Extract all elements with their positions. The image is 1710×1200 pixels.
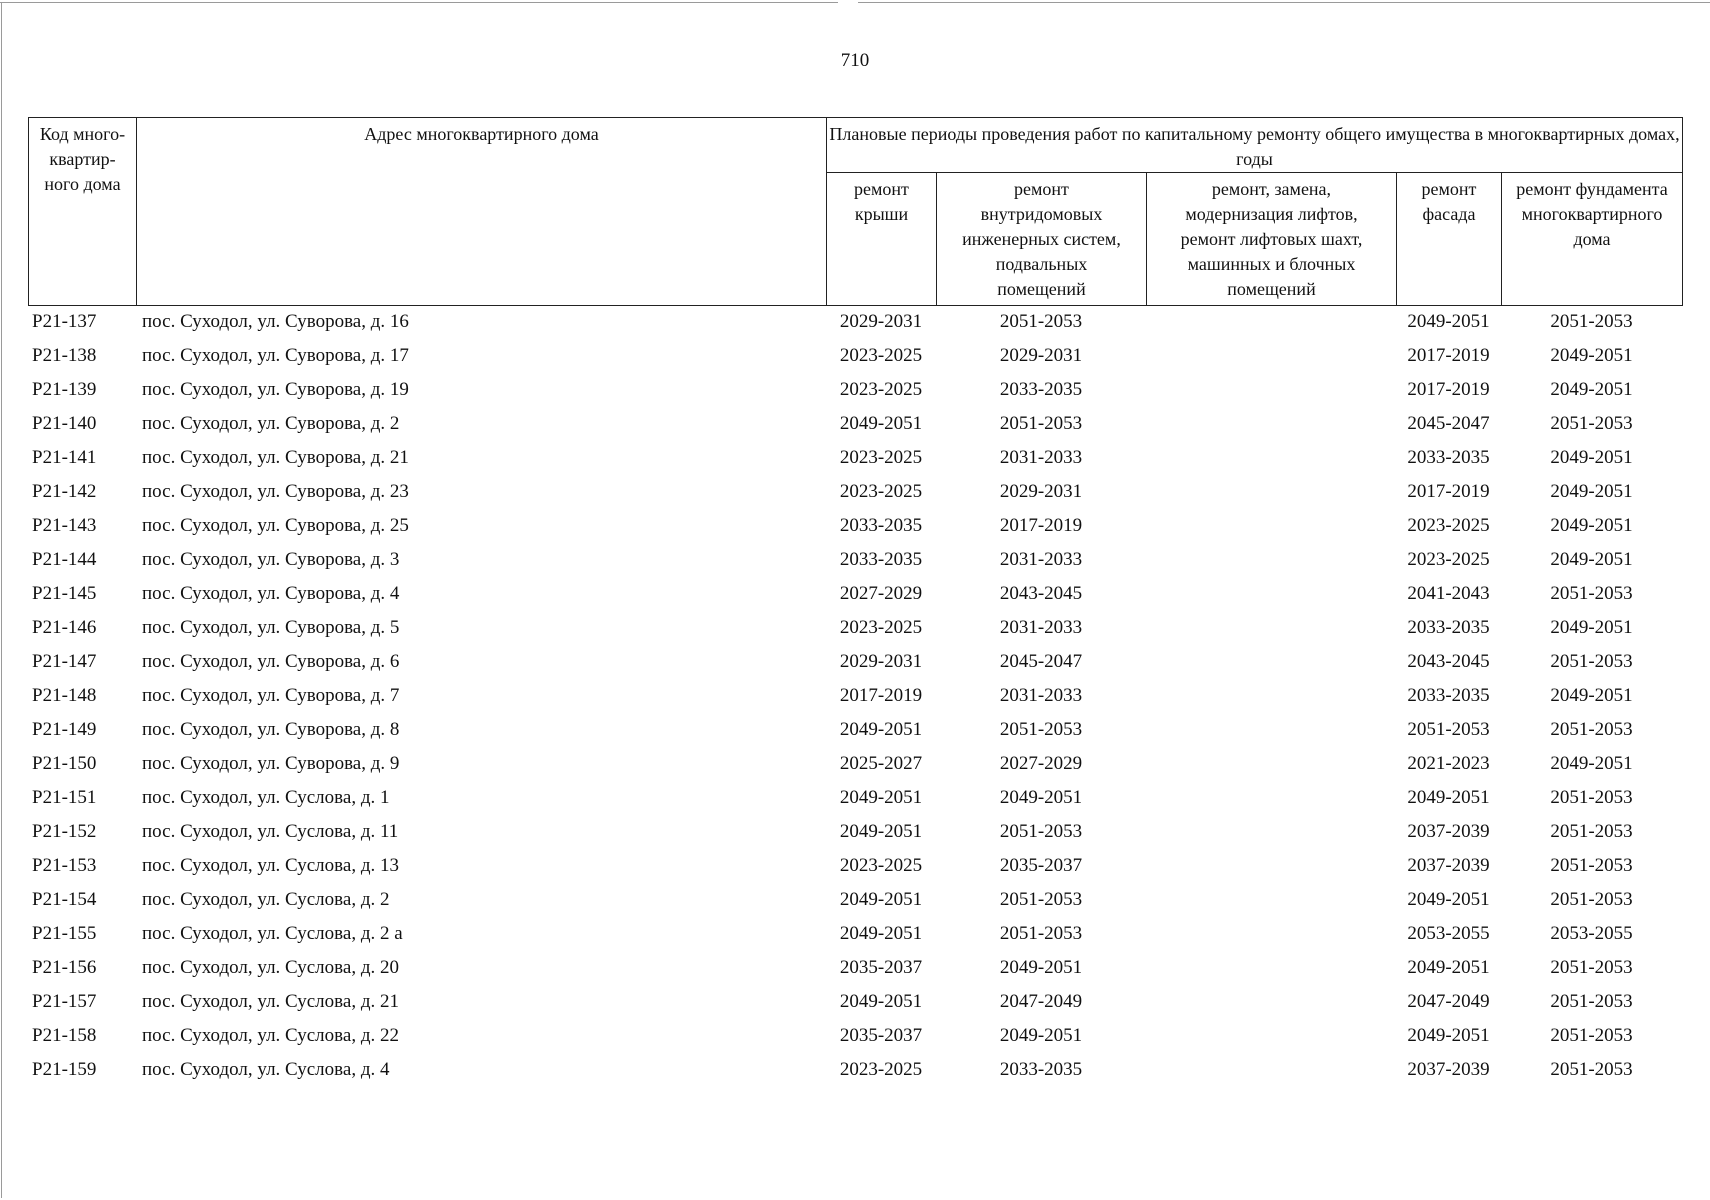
table-row bbox=[28, 985, 1682, 1019]
cell-address: пос. Суходол, ул. Суслова, д. 1 bbox=[142, 787, 390, 808]
cell-address: пос. Суходол, ул. Суслова, д. 11 bbox=[142, 821, 399, 842]
table-row bbox=[28, 747, 1682, 781]
cell-engineering: 2049-2051 bbox=[999, 787, 1083, 808]
cell-foundation: 2051-2053 bbox=[1550, 311, 1633, 332]
cell-roof: 2023-2025 bbox=[839, 379, 923, 400]
cell-engineering: 2029-2031 bbox=[999, 481, 1083, 502]
cell-facade: 2017-2019 bbox=[1407, 481, 1490, 502]
cell-elevators bbox=[1146, 407, 1396, 441]
cell-code: Р21-159 bbox=[32, 1059, 97, 1080]
cell-facade: 2033-2035 bbox=[1407, 685, 1490, 706]
cell-address: пос. Суходол, ул. Суслова, д. 4 bbox=[142, 1059, 390, 1080]
cell-code: Р21-142 bbox=[32, 481, 97, 502]
cell-foundation: 2049-2051 bbox=[1550, 345, 1633, 366]
cell-roof: 2017-2019 bbox=[839, 685, 923, 706]
cell-facade: 2047-2049 bbox=[1407, 991, 1490, 1012]
cell-code: Р21-154 bbox=[32, 889, 97, 910]
table-row bbox=[28, 713, 1682, 747]
header-foundation: ремонт фундамента многоквартирного дома bbox=[1502, 173, 1683, 306]
cell-facade: 2041-2043 bbox=[1407, 583, 1490, 604]
cell-address: пос. Суходол, ул. Суворова, д. 23 bbox=[142, 481, 409, 502]
cell-roof: 2023-2025 bbox=[839, 855, 923, 876]
cell-engineering: 2031-2033 bbox=[999, 685, 1083, 706]
cell-engineering: 2031-2033 bbox=[999, 549, 1083, 570]
cell-facade: 2049-2051 bbox=[1407, 957, 1490, 978]
cell-engineering: 2043-2045 bbox=[999, 583, 1083, 604]
cell-foundation: 2051-2053 bbox=[1550, 719, 1633, 740]
cell-engineering: 2051-2053 bbox=[999, 889, 1083, 910]
cell-elevators bbox=[1146, 305, 1396, 339]
cell-code: Р21-138 bbox=[32, 345, 97, 366]
cell-roof: 2049-2051 bbox=[839, 719, 923, 740]
cell-code: Р21-137 bbox=[32, 311, 97, 332]
cell-code: Р21-151 bbox=[32, 787, 97, 808]
cell-elevators bbox=[1146, 373, 1396, 407]
cell-roof: 2035-2037 bbox=[839, 957, 923, 978]
cell-facade: 2037-2039 bbox=[1407, 821, 1490, 842]
cell-facade: 2053-2055 bbox=[1407, 923, 1490, 944]
cell-elevators bbox=[1146, 543, 1396, 577]
cell-facade: 2023-2025 bbox=[1407, 549, 1490, 570]
cell-code: Р21-145 bbox=[32, 583, 97, 604]
cell-engineering: 2031-2033 bbox=[999, 447, 1083, 468]
cell-roof: 2023-2025 bbox=[839, 345, 923, 366]
cell-foundation: 2051-2053 bbox=[1550, 787, 1633, 808]
cell-address: пос. Суходол, ул. Суслова, д. 2 bbox=[142, 889, 390, 910]
cell-foundation: 2049-2051 bbox=[1550, 617, 1633, 638]
page-number: 710 bbox=[840, 50, 870, 71]
cell-foundation: 2051-2053 bbox=[1550, 413, 1633, 434]
table-row bbox=[28, 373, 1682, 407]
cell-elevators bbox=[1146, 645, 1396, 679]
cell-code: Р21-158 bbox=[32, 1025, 97, 1046]
cell-engineering: 2029-2031 bbox=[999, 345, 1083, 366]
cell-elevators bbox=[1146, 1019, 1396, 1053]
table-row bbox=[28, 441, 1682, 475]
cell-facade: 2017-2019 bbox=[1407, 379, 1490, 400]
cell-facade: 2021-2023 bbox=[1407, 753, 1490, 774]
cell-roof: 2025-2027 bbox=[839, 753, 923, 774]
scan-edge-top-right bbox=[858, 2, 1710, 3]
cell-address: пос. Суходол, ул. Суслова, д. 22 bbox=[142, 1025, 399, 1046]
cell-address: пос. Суходол, ул. Суворова, д. 25 bbox=[142, 515, 409, 536]
cell-address: пос. Суходол, ул. Суворова, д. 3 bbox=[142, 549, 400, 570]
scan-edge-top-left bbox=[0, 2, 838, 3]
cell-code: Р21-147 bbox=[32, 651, 97, 672]
cell-foundation: 2049-2051 bbox=[1550, 515, 1633, 536]
table-row bbox=[28, 679, 1682, 713]
header-facade: ремонт фасада bbox=[1397, 173, 1502, 306]
cell-code: Р21-155 bbox=[32, 923, 97, 944]
cell-elevators bbox=[1146, 339, 1396, 373]
cell-elevators bbox=[1146, 849, 1396, 883]
cell-address: пос. Суходол, ул. Суворова, д. 4 bbox=[142, 583, 400, 604]
cell-roof: 2033-2035 bbox=[839, 549, 923, 570]
cell-address: пос. Суходол, ул. Суворова, д. 5 bbox=[142, 617, 400, 638]
table-header bbox=[28, 117, 1683, 306]
cell-elevators bbox=[1146, 441, 1396, 475]
cell-engineering: 2051-2053 bbox=[999, 413, 1083, 434]
cell-foundation: 2051-2053 bbox=[1550, 855, 1633, 876]
cell-foundation: 2051-2053 bbox=[1550, 889, 1633, 910]
cell-roof: 2049-2051 bbox=[839, 821, 923, 842]
table-row bbox=[28, 849, 1682, 883]
cell-code: Р21-153 bbox=[32, 855, 97, 876]
cell-engineering: 2047-2049 bbox=[999, 991, 1083, 1012]
cell-foundation: 2053-2055 bbox=[1550, 923, 1633, 944]
cell-elevators bbox=[1146, 781, 1396, 815]
cell-address: пос. Суходол, ул. Суворова, д. 21 bbox=[142, 447, 409, 468]
cell-address: пос. Суходол, ул. Суслова, д. 20 bbox=[142, 957, 399, 978]
cell-foundation: 2051-2053 bbox=[1550, 651, 1633, 672]
cell-roof: 2029-2031 bbox=[839, 311, 923, 332]
cell-engineering: 2033-2035 bbox=[999, 379, 1083, 400]
cell-foundation: 2049-2051 bbox=[1550, 685, 1633, 706]
table-row bbox=[28, 645, 1682, 679]
table-row bbox=[28, 611, 1682, 645]
table-row bbox=[28, 509, 1682, 543]
cell-roof: 2033-2035 bbox=[839, 515, 923, 536]
table-row bbox=[28, 815, 1682, 849]
cell-engineering: 2027-2029 bbox=[999, 753, 1083, 774]
cell-code: Р21-141 bbox=[32, 447, 97, 468]
cell-elevators bbox=[1146, 509, 1396, 543]
cell-roof: 2049-2051 bbox=[839, 923, 923, 944]
header-code: Код много- квартир- ного дома bbox=[29, 118, 137, 306]
cell-address: пос. Суходол, ул. Суворова, д. 17 bbox=[142, 345, 409, 366]
cell-elevators bbox=[1146, 747, 1396, 781]
table-row bbox=[28, 305, 1682, 339]
cell-foundation: 2049-2051 bbox=[1550, 549, 1633, 570]
cell-foundation: 2049-2051 bbox=[1550, 379, 1633, 400]
cell-foundation: 2049-2051 bbox=[1550, 753, 1633, 774]
table-row bbox=[28, 1019, 1682, 1053]
cell-facade: 2037-2039 bbox=[1407, 1059, 1490, 1080]
header-address: Адрес многоквартирного дома bbox=[137, 118, 827, 306]
cell-code: Р21-143 bbox=[32, 515, 97, 536]
cell-code: Р21-157 bbox=[32, 991, 97, 1012]
cell-facade: 2049-2051 bbox=[1407, 311, 1490, 332]
cell-elevators bbox=[1146, 1053, 1396, 1087]
cell-foundation: 2049-2051 bbox=[1550, 447, 1633, 468]
cell-engineering: 2049-2051 bbox=[999, 957, 1083, 978]
cell-elevators bbox=[1146, 475, 1396, 509]
cell-engineering: 2031-2033 bbox=[999, 617, 1083, 638]
cell-roof: 2027-2029 bbox=[839, 583, 923, 604]
cell-facade: 2049-2051 bbox=[1407, 889, 1490, 910]
cell-foundation: 2051-2053 bbox=[1550, 957, 1633, 978]
cell-facade: 2033-2035 bbox=[1407, 447, 1490, 468]
cell-elevators bbox=[1146, 951, 1396, 985]
cell-code: Р21-144 bbox=[32, 549, 97, 570]
cell-code: Р21-140 bbox=[32, 413, 97, 434]
cell-foundation: 2051-2053 bbox=[1550, 1025, 1633, 1046]
cell-address: пос. Суходол, ул. Суворова, д. 19 bbox=[142, 379, 409, 400]
cell-foundation: 2051-2053 bbox=[1550, 583, 1633, 604]
cell-engineering: 2017-2019 bbox=[999, 515, 1083, 536]
cell-foundation: 2049-2051 bbox=[1550, 481, 1633, 502]
cell-engineering: 2051-2053 bbox=[999, 311, 1083, 332]
cell-foundation: 2051-2053 bbox=[1550, 991, 1633, 1012]
table-body bbox=[28, 305, 1682, 1087]
cell-roof: 2023-2025 bbox=[839, 481, 923, 502]
header-engineering: ремонт внутридомовых инженерных систем, подвальных помещений bbox=[937, 173, 1147, 306]
cell-elevators bbox=[1146, 917, 1396, 951]
cell-elevators bbox=[1146, 611, 1396, 645]
cell-address: пос. Суходол, ул. Суворова, д. 2 bbox=[142, 413, 400, 434]
cell-roof: 2049-2051 bbox=[839, 413, 923, 434]
cell-facade: 2037-2039 bbox=[1407, 855, 1490, 876]
cell-facade: 2023-2025 bbox=[1407, 515, 1490, 536]
cell-facade: 2049-2051 bbox=[1407, 787, 1490, 808]
cell-facade: 2049-2051 bbox=[1407, 1025, 1490, 1046]
cell-engineering: 2049-2051 bbox=[999, 1025, 1083, 1046]
cell-code: Р21-152 bbox=[32, 821, 97, 842]
cell-address: пос. Суходол, ул. Суворова, д. 9 bbox=[142, 753, 400, 774]
cell-address: пос. Суходол, ул. Суворова, д. 16 bbox=[142, 311, 409, 332]
cell-engineering: 2035-2037 bbox=[999, 855, 1083, 876]
cell-elevators bbox=[1146, 713, 1396, 747]
cell-facade: 2045-2047 bbox=[1407, 413, 1490, 434]
table-row bbox=[28, 883, 1682, 917]
table-row bbox=[28, 917, 1682, 951]
cell-elevators bbox=[1146, 883, 1396, 917]
cell-code: Р21-150 bbox=[32, 753, 97, 774]
cell-roof: 2035-2037 bbox=[839, 1025, 923, 1046]
table-row bbox=[28, 475, 1682, 509]
cell-address: пос. Суходол, ул. Суворова, д. 7 bbox=[142, 685, 400, 706]
cell-roof: 2023-2025 bbox=[839, 617, 923, 638]
table-row bbox=[28, 339, 1682, 373]
cell-engineering: 2051-2053 bbox=[999, 821, 1083, 842]
cell-facade: 2051-2053 bbox=[1407, 719, 1490, 740]
data-table bbox=[28, 305, 1682, 1087]
cell-engineering: 2033-2035 bbox=[999, 1059, 1083, 1080]
cell-foundation: 2051-2053 bbox=[1550, 821, 1633, 842]
cell-address: пос. Суходол, ул. Суслова, д. 13 bbox=[142, 855, 399, 876]
cell-elevators bbox=[1146, 985, 1396, 1019]
table-row bbox=[28, 577, 1682, 611]
cell-code: Р21-149 bbox=[32, 719, 97, 740]
cell-elevators bbox=[1146, 679, 1396, 713]
table-row bbox=[28, 407, 1682, 441]
table-row bbox=[28, 781, 1682, 815]
cell-roof: 2023-2025 bbox=[839, 1059, 923, 1080]
cell-code: Р21-148 bbox=[32, 685, 97, 706]
table-row bbox=[28, 543, 1682, 577]
cell-elevators bbox=[1146, 577, 1396, 611]
cell-engineering: 2045-2047 bbox=[999, 651, 1083, 672]
cell-roof: 2049-2051 bbox=[839, 787, 923, 808]
table-row bbox=[28, 951, 1682, 985]
cell-facade: 2043-2045 bbox=[1407, 651, 1490, 672]
cell-facade: 2033-2035 bbox=[1407, 617, 1490, 638]
scan-edge-left bbox=[1, 2, 2, 1198]
cell-engineering: 2051-2053 bbox=[999, 719, 1083, 740]
cell-code: Р21-146 bbox=[32, 617, 97, 638]
cell-code: Р21-156 bbox=[32, 957, 97, 978]
cell-facade: 2017-2019 bbox=[1407, 345, 1490, 366]
cell-address: пос. Суходол, ул. Суслова, д. 21 bbox=[142, 991, 399, 1012]
table-row bbox=[28, 1053, 1682, 1087]
cell-foundation: 2051-2053 bbox=[1550, 1059, 1633, 1080]
cell-roof: 2029-2031 bbox=[839, 651, 923, 672]
cell-engineering: 2051-2053 bbox=[999, 923, 1083, 944]
cell-address: пос. Суходол, ул. Суворова, д. 6 bbox=[142, 651, 400, 672]
cell-elevators bbox=[1146, 815, 1396, 849]
cell-roof: 2023-2025 bbox=[839, 447, 923, 468]
cell-address: пос. Суходол, ул. Суворова, д. 8 bbox=[142, 719, 400, 740]
cell-code: Р21-139 bbox=[32, 379, 97, 400]
cell-roof: 2049-2051 bbox=[839, 991, 923, 1012]
cell-roof: 2049-2051 bbox=[839, 889, 923, 910]
header-roof: ремонт крыши bbox=[827, 173, 937, 306]
header-elevators: ремонт, замена, модернизация лифтов, ремонт лифтовых шахт, машинных и блочных помещений bbox=[1147, 173, 1397, 306]
cell-address: пос. Суходол, ул. Суслова, д. 2 а bbox=[142, 923, 403, 944]
header-periods-group: Плановые периоды проведения работ по капитальному ремонту общего имущества в многоквартирных домах, годы bbox=[827, 118, 1683, 173]
